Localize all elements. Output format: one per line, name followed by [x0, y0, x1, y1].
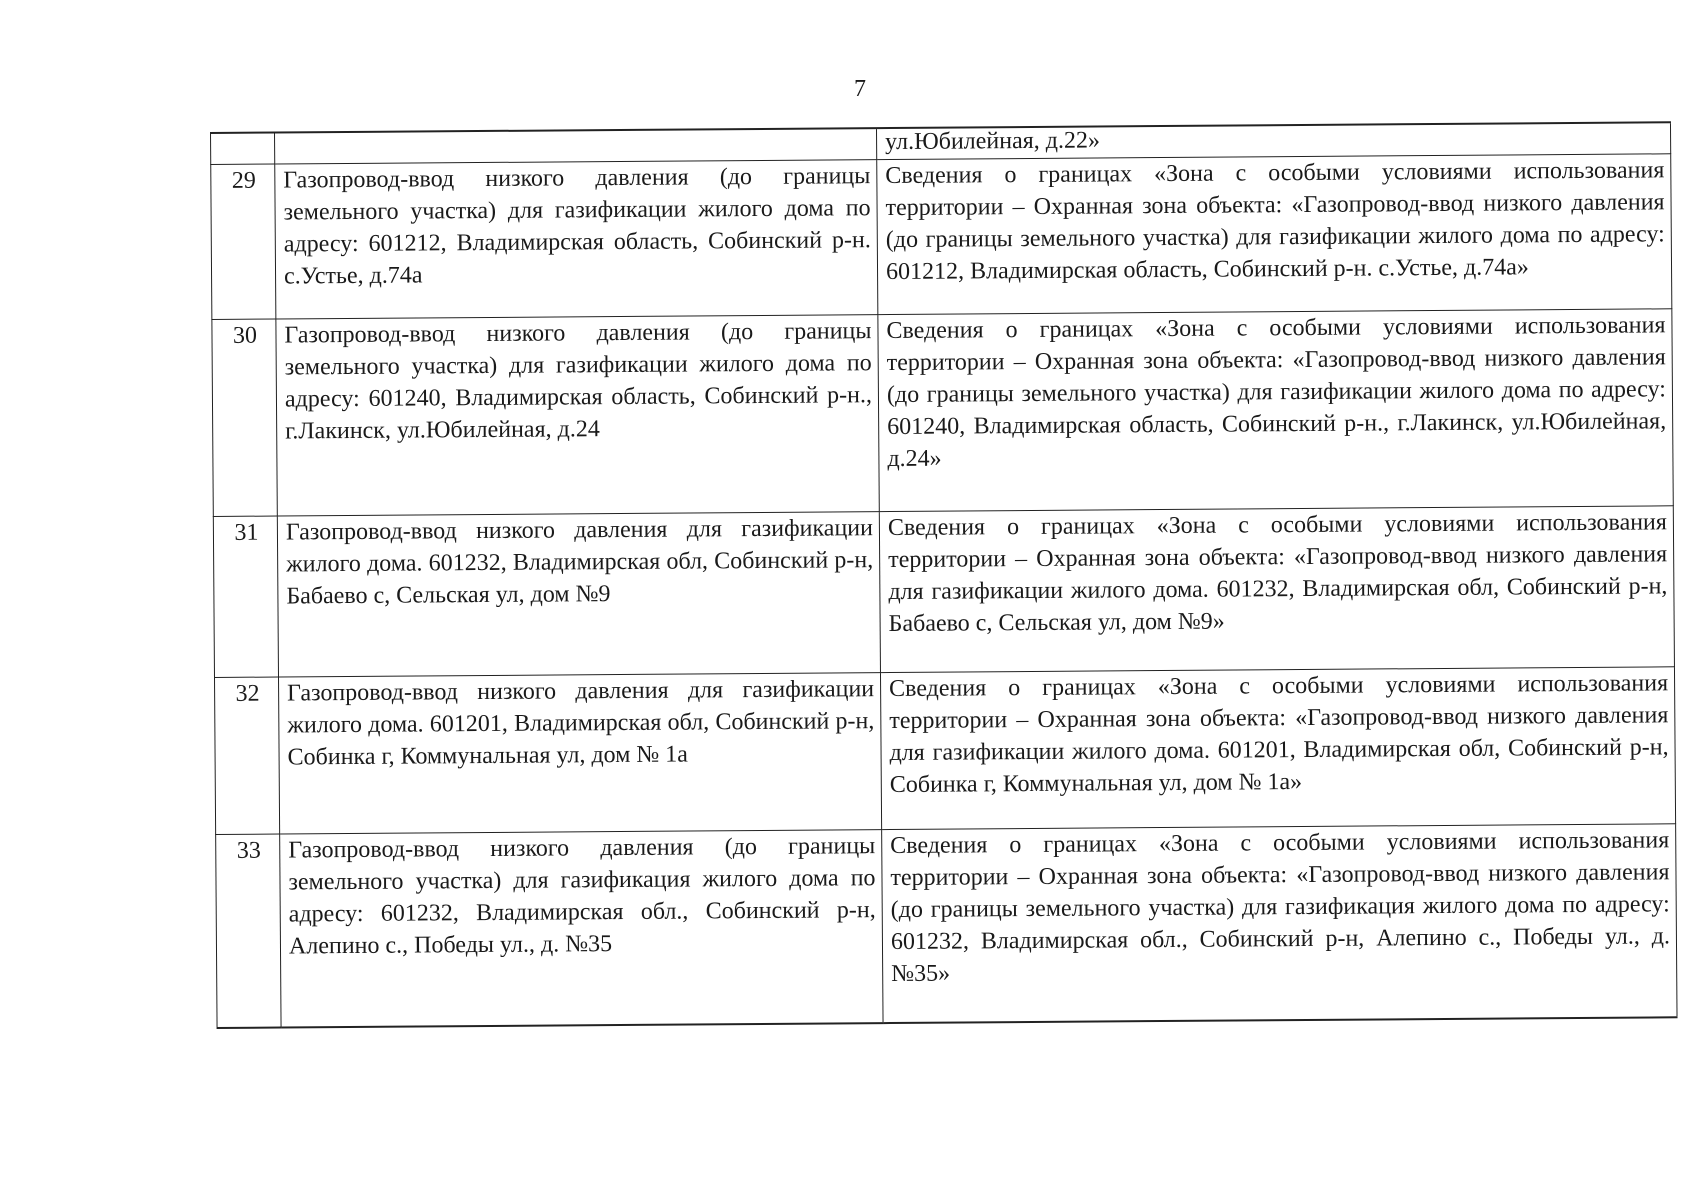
- row-number-cell: 30: [212, 319, 277, 516]
- object-name-cell: Газопровод-ввод низкого давления (до границы земельного участка) для газификации жилого дома по адресу: 601212, Владимирская область, Собинский р-н. с.Устье, д.74а: [275, 160, 878, 319]
- object-name-cell: Газопровод-ввод низкого давления (до границы земельного участка) для газификации жилого дома по адресу: 601240, Владимирская область, Собинский р-н., г.Лакинск, ул.Юбилейная, д.24: [276, 315, 879, 516]
- row-number-cell: 33: [216, 834, 281, 1028]
- zone-info-cell: Сведения о границах «Зона с особыми условиями использования территории – Охранная зона объекта: «Газопровод-ввод низкого давления (до границы земельного участка) для газификации жилого дома по адресу: 601212, Владимирская область, Собинский р-н. с.Устье, д.74а»: [877, 154, 1672, 315]
- row-number-cell: 32: [214, 677, 279, 834]
- table-row: [213, 506, 1674, 678]
- object-name-cell: Газопровод-ввод низкого давления для газификации жилого дома. 601201, Владимирская обл, Собинский р-н, Собинка г, Коммунальная ул, дом № 1а: [278, 673, 881, 834]
- row-number-cell: 31: [213, 516, 278, 677]
- table-row: [211, 154, 1672, 320]
- object-name-cell: Газопровод-ввод низкого давления (до границы земельного участка) для газификация жилого дома по адресу: 601232, Владимирская обл., Собинский р-н, Алепино с., Победы ул., д. №35: [280, 830, 883, 1028]
- table-row: [216, 824, 1677, 1028]
- object-name-cell: Газопровод-ввод низкого давления для газификации жилого дома. 601232, Владимирская обл, Собинский р-н, Бабаево с, Сельская ул, дом №9: [277, 512, 880, 677]
- object-name-cell: [275, 128, 877, 164]
- zones-table: [210, 121, 1678, 1029]
- row-number-cell: 29: [211, 164, 276, 319]
- zone-info-cell: ул.Юбилейная, д.22»: [876, 122, 1670, 159]
- table-row: [214, 667, 1675, 835]
- row-number-cell: [211, 133, 275, 165]
- zone-info-cell: Сведения о границах «Зона с особыми условиями использования территории – Охранная зона объекта: «Газопровод-ввод низкого давления (до границы земельного участка) для газификация жилого дома по адресу: 601232, Владимирская обл., Собинский р-н, Алепино с., Победы ул., д. №35»: [882, 824, 1677, 1023]
- zone-info-cell: Сведения о границах «Зона с особыми условиями использования территории – Охранная зона объекта: «Газопровод-ввод низкого давления для газификации жилого дома. 601232, Владимирская обл, Собинский р-н, Бабаево с, Сельская ул, дом №9»: [879, 506, 1674, 673]
- zone-info-cell: Сведения о границах «Зона с особыми условиями использования территории – Охранная зона объекта: «Газопровод-ввод низкого давления для газификации жилого дома. 601201, Владимирская обл, Собинский р-н, Собинка г, Коммунальная ул, дом № 1а»: [880, 667, 1675, 830]
- table-row: [212, 309, 1673, 517]
- document-sheet: [210, 121, 1678, 1029]
- zone-info-cell: Сведения о границах «Зона с особыми условиями использования территории – Охранная зона объекта: «Газопровод-ввод низкого давления (до границы земельного участка) для газификации жилого дома по адресу: 601240, Владимирская область, Собинский р-н., г.Лакинск, ул.Юбилейная, д.24»: [878, 309, 1673, 512]
- page-number: 7: [854, 76, 866, 102]
